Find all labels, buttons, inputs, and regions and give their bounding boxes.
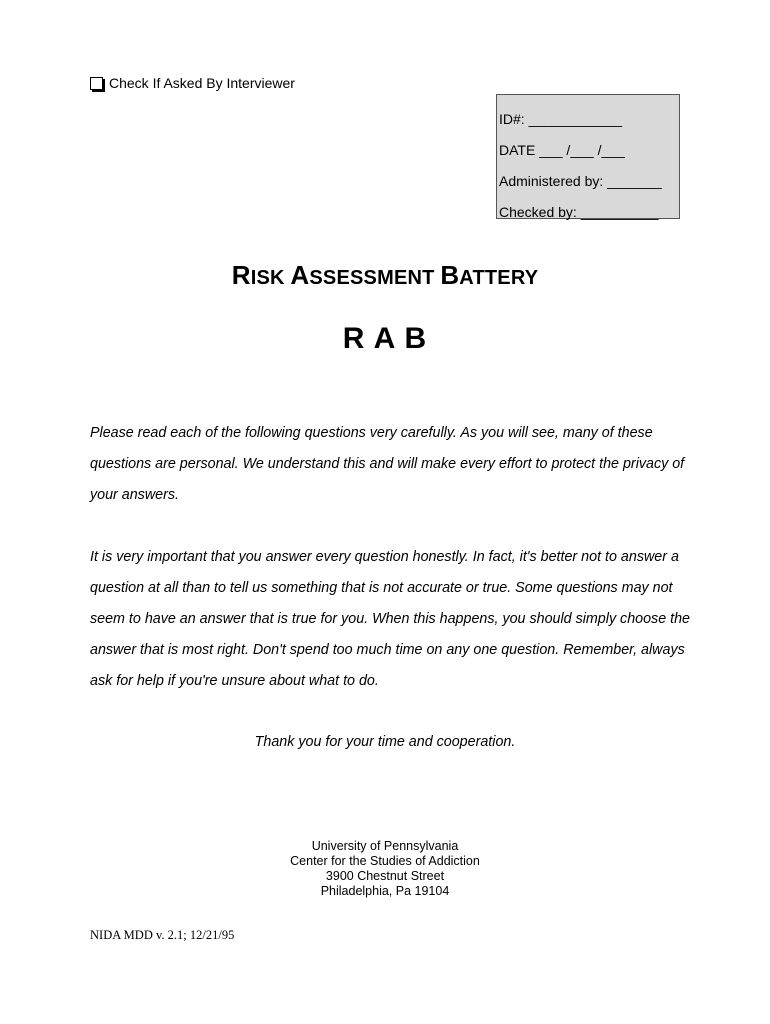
checked-by-field[interactable]: Checked by: __________ (499, 204, 659, 220)
title-initial-a: A (290, 260, 310, 290)
admin-info-box (496, 94, 680, 219)
instructions-paragraph-2: It is very important that you answer every question honestly. In fact, it's better not to answer a question at all than to tell us something that is not accurate or true. Some questions may not seem to have an answer that is true for you. When this happens, you should simply choose the answer that is most right. Don't spend too much time on any one question. Remember, always ask for help if you're unsure about what to do. (90, 549, 691, 689)
address-line-2: Center for the Studies of Addiction (290, 854, 480, 868)
version-footer: NIDA MDD v. 2.1; 12/21/95 (90, 928, 235, 942)
title-rest-attery: ATTERY (459, 267, 539, 289)
acronym-heading: R A B (342, 322, 428, 355)
date-field[interactable]: DATE ___ /___ /___ (499, 142, 625, 158)
interviewer-checkbox-label: Check If Asked By Interviewer (109, 75, 295, 91)
square-checkbox-icon[interactable] (90, 77, 103, 90)
title-initial-r: R (231, 260, 251, 290)
instructions-paragraph-1: Please read each of the following questions very carefully. As you will see, many of these questions are personal. We understand this and will make every effort to protect the privacy of your answers. (90, 425, 685, 503)
id-field[interactable]: ID#: ____________ (499, 111, 622, 127)
administered-by-field[interactable]: Administered by: _______ (499, 173, 662, 189)
page-title (0, 260, 770, 291)
title-rest-ssessment: SSESSMENT (309, 267, 441, 289)
address-line-4: Philadelphia, Pa 19104 (320, 884, 450, 898)
title-initial-b: B (440, 260, 460, 290)
address-line-1: University of Pennsylvania (311, 839, 459, 853)
thank-you-line: Thank you for your time and cooperation. (254, 734, 516, 750)
title-rest-isk: ISK (250, 267, 291, 289)
address-line-3: 3900 Chestnut Street (325, 869, 445, 883)
institution-address (0, 839, 770, 899)
interviewer-checkbox[interactable] (90, 75, 295, 91)
